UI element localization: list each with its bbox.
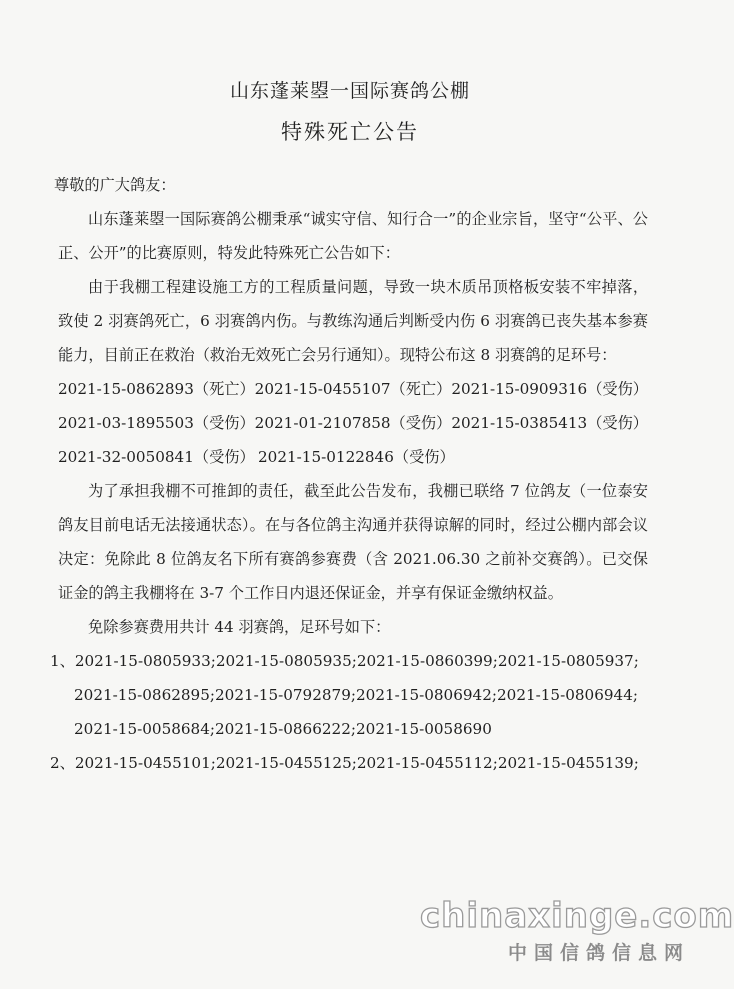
- ring-number: 2021-15-0909316（受伤）: [451, 380, 648, 398]
- document-title: 山东蓬莱曌一国际赛鸽公棚: [229, 80, 470, 102]
- site-watermark: [420, 896, 734, 965]
- document-subtitle: 特殊死亡公告: [281, 120, 419, 144]
- watermark-domain: chinaxinge.com: [420, 896, 734, 936]
- ring-row: [58, 372, 648, 406]
- ring-number: 2021-15-0455107（死亡）: [254, 380, 452, 398]
- ring-number: 2021-15-0122846（受伤）: [258, 448, 455, 466]
- list-item: 2021-15-0058684;2021-15-0866222;2021-15-0058690: [74, 720, 492, 738]
- paragraph-exempt-intro: 免除参赛费用共计 44 羽赛鸽，足环号如下：: [88, 618, 391, 636]
- list-item: 2021-15-0862895;2021-15-0792879;2021-15-0806942;2021-15-0806944;: [74, 686, 638, 704]
- ring-number: 2021-15-0862893（死亡）: [58, 380, 255, 398]
- ring-number: 2021-32-0050841（受伤）: [58, 448, 255, 466]
- watermark-site-name: 中国信鸽信息网: [507, 942, 690, 964]
- ring-number: 2021-03-1895503（受伤）: [58, 414, 255, 432]
- ring-number: 2021-01-2107858（受伤）: [254, 414, 452, 432]
- ring-row: [58, 406, 648, 440]
- salutation: 尊敬的广大鸽友：: [54, 176, 176, 194]
- paragraph-incident: 由于我棚工程建设施工方的工程质量问题，导致一块木质吊顶格板安装不牢掉落，致使 2 羽赛鸽死亡，6 羽赛鸽内伤。与教练沟通后判断受内伤 6 羽赛鸽已丧失基本参赛能力，目前正在救治（救治无效死亡会另行通知）。现特公布这 8 羽赛鸽的足环号：: [58, 278, 648, 364]
- exempt-rings-list: [50, 644, 648, 780]
- ring-row: [58, 440, 648, 474]
- list-item: 2、2021-15-0455101;2021-15-0455125;2021-15-0455112;2021-15-0455139;: [50, 754, 639, 772]
- ring-number: 2021-15-0385413（受伤）: [451, 414, 648, 432]
- document-body: [50, 168, 648, 780]
- paragraph-intro: 山东蓬莱曌一国际赛鸽公棚秉承“诚实守信、知行合一”的企业宗旨，坚守“公平、公正、公开”的比赛原则，特发此特殊死亡公告如下：: [58, 210, 648, 262]
- list-item: 1、2021-15-0805933;2021-15-0805935;2021-15-0860399;2021-15-0805937;: [50, 652, 639, 670]
- affected-rings-list: [58, 372, 648, 474]
- paragraph-compensation: 为了承担我棚不可推卸的责任，截至此公告发布，我棚已联络 7 位鸽友（一位泰安鸽友目前电话无法接通状态）。在与各位鸽主沟通并获得谅解的同时，经过公棚内部会议决定：免除此 8 位鸽友名下所有赛鸽参赛费（含 2021.06.30 之前补交赛鸽）。已交保证金的鸽主我棚将在 3-7 个工作日内退还保证金，并享有保证金缴纳权益。: [58, 482, 648, 602]
